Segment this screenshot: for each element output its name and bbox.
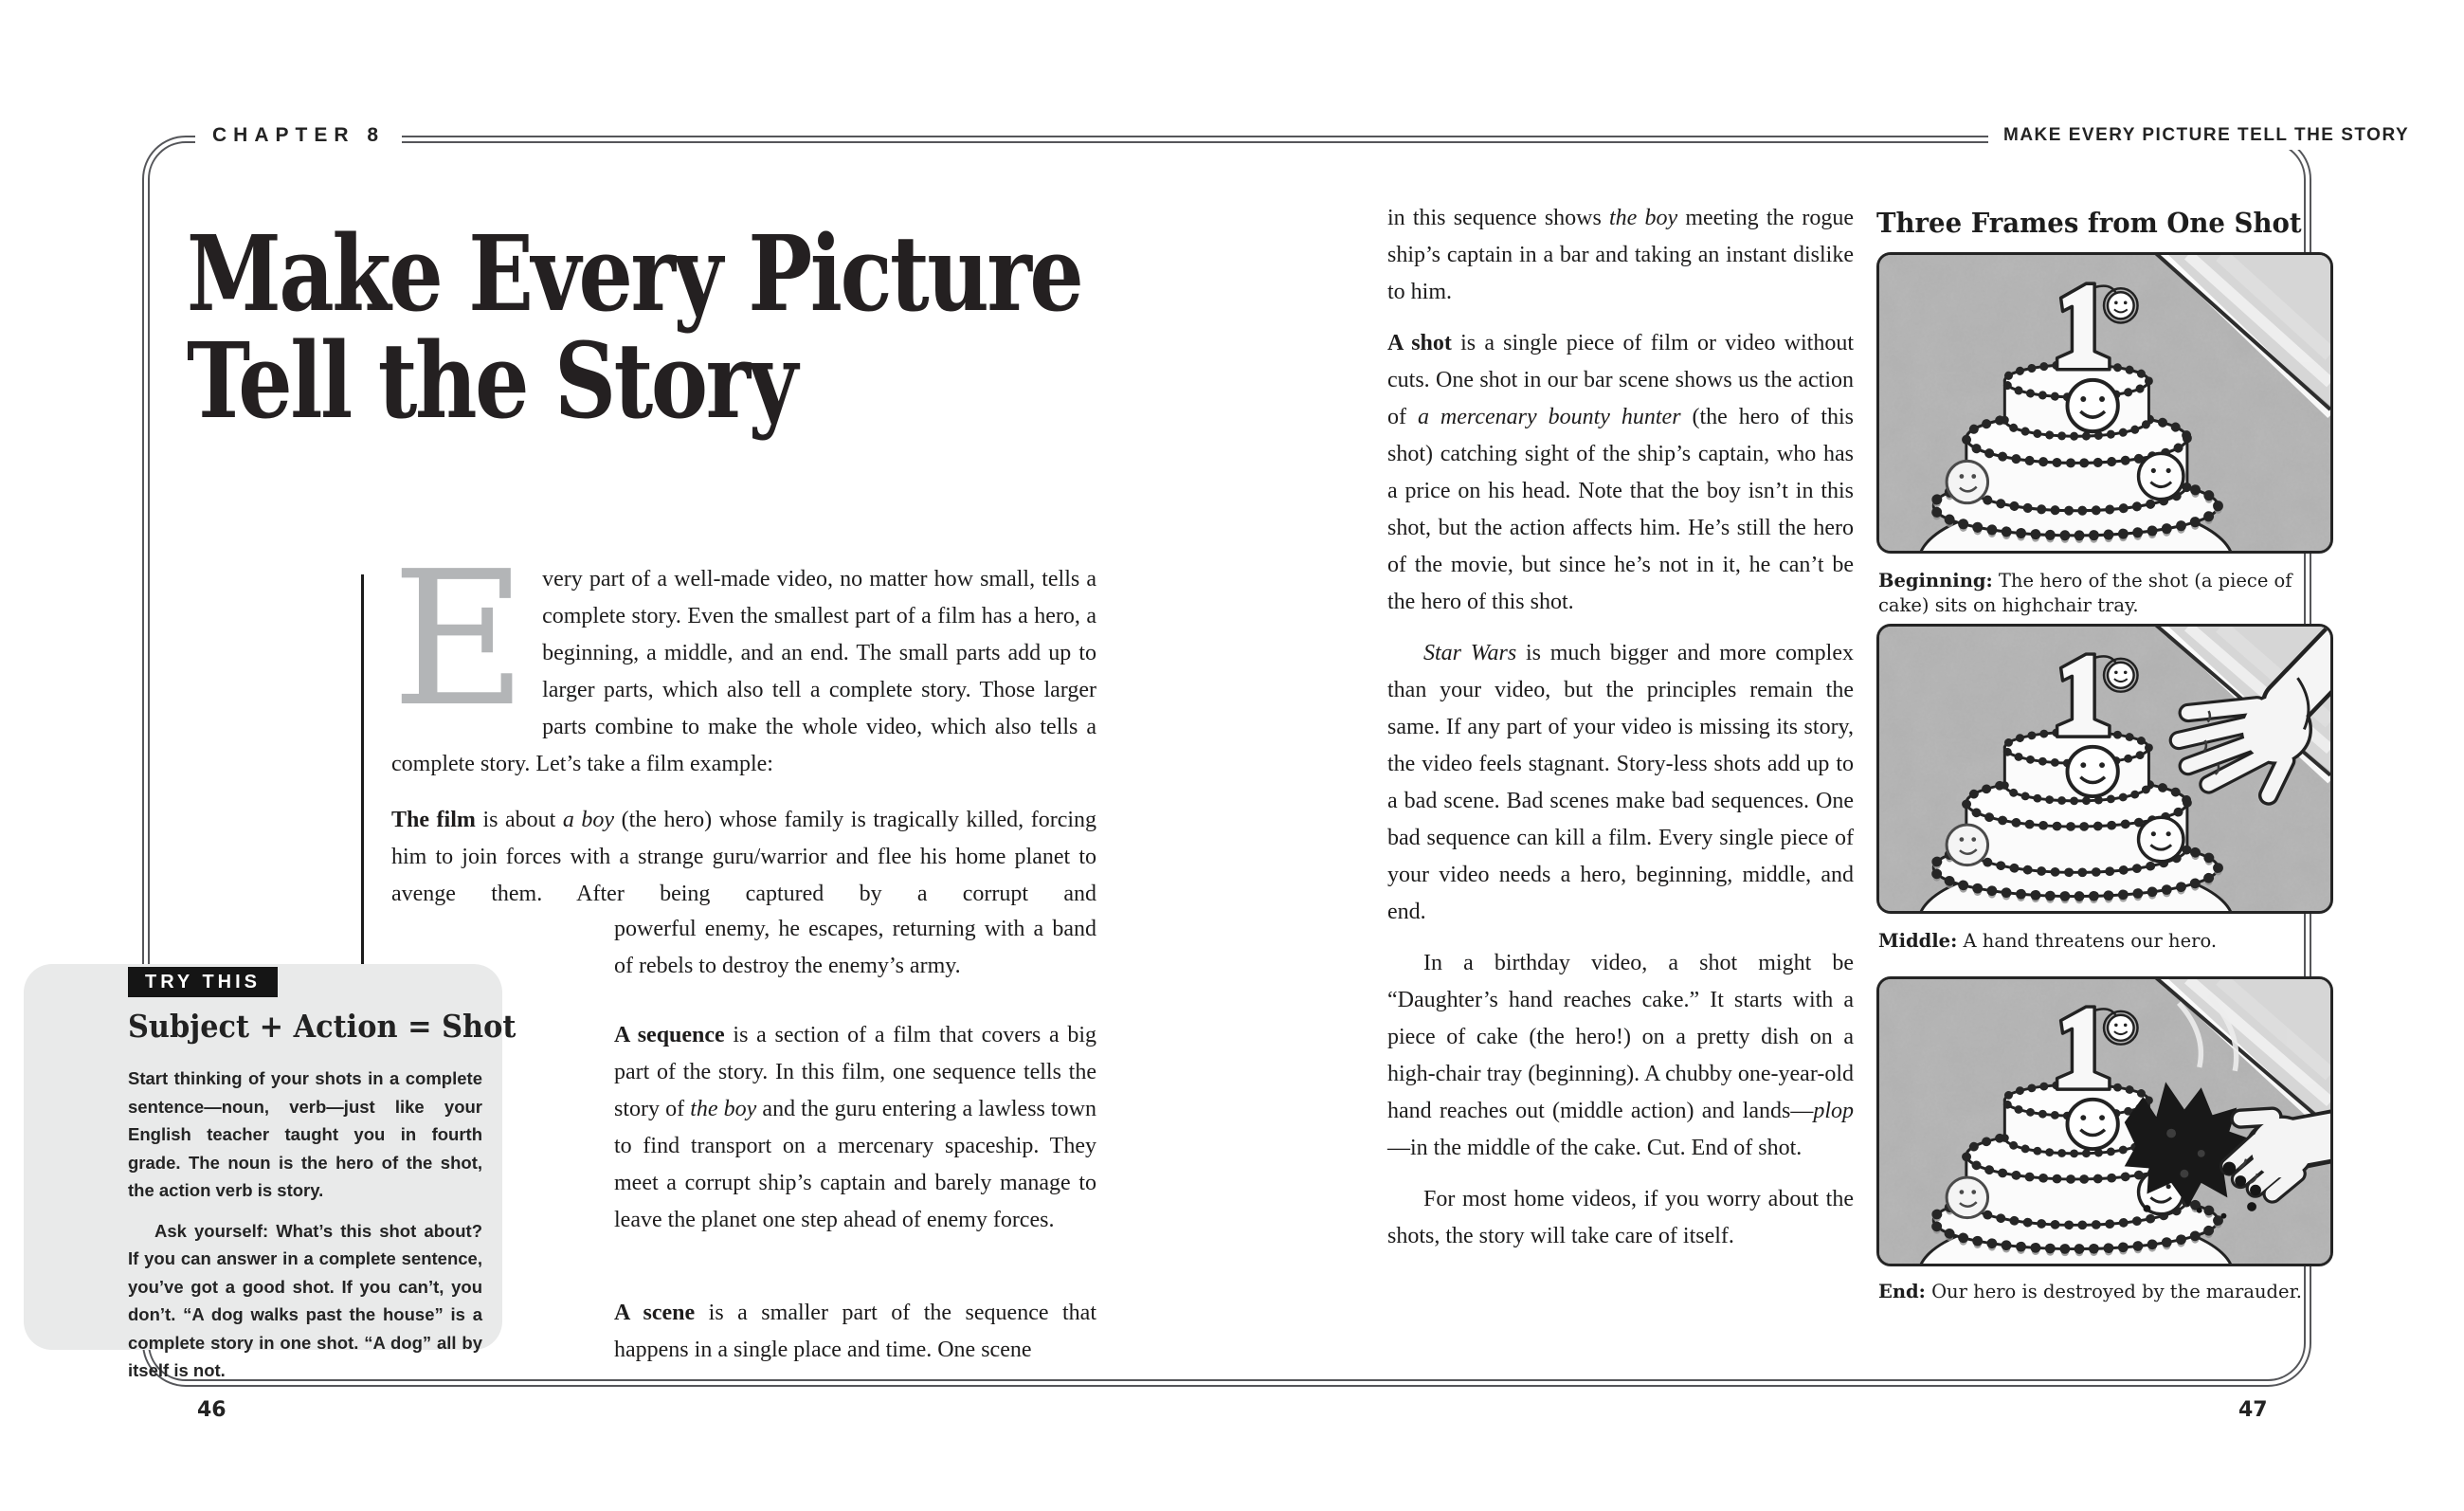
p4-italic: plop bbox=[1813, 1099, 1854, 1123]
film-text-2: (the hero) whose family is tragically killed, forcing him to join forces with a strange guru/warrior and flee his home planet to avenge them. After being captured by a corrupt and bbox=[391, 808, 1097, 906]
intro-paragraph bbox=[391, 532, 1096, 783]
p2-text-2: (the hero of this shot) catching sight of the ship’s captain, who has a price on his head. Note that the boy isn’t in this shot, but the action affects him. He’s still the hero of the movie, but since he’s not in it, he can’t be the hero of this shot. bbox=[1387, 405, 1854, 614]
film-paragraph bbox=[391, 802, 1096, 913]
right-p2 bbox=[1387, 325, 1854, 621]
running-head: MAKE EVERY PICTURE TELL THE STORY bbox=[1988, 121, 2424, 150]
sequence-text-1: is a section of a film that covers a big part of the story. In this film, one sequence tells the story of bbox=[614, 1023, 1097, 1121]
scene-text: is a smaller part of the sequence that happens in a single place and time. One scene bbox=[614, 1301, 1096, 1362]
try-this-text bbox=[128, 1065, 482, 1397]
sidebar-heading: Three Frames from One Shot bbox=[1876, 207, 2302, 239]
cake-illustration-middle bbox=[1879, 627, 2330, 911]
try-this-heading: Subject + Action = Shot bbox=[128, 1008, 516, 1045]
try-this-label: TRY THIS bbox=[128, 967, 278, 997]
film-paragraph-continued bbox=[614, 911, 1096, 985]
film-cont-text: powerful enemy, he escapes, returning with a band of rebels to destroy the enemy’s army. bbox=[614, 917, 1096, 978]
caption-end bbox=[1878, 1280, 2331, 1304]
right-text-column bbox=[1387, 200, 1854, 1269]
right-p3 bbox=[1387, 635, 1854, 931]
chapter-title-line1: Make Every Picture bbox=[187, 212, 1082, 335]
p3-text: is much bigger and more complex than your video, but the principles remain the same. If any part of your video is missing its story, the video feels stagnant. Story-less shots add up to a bad scene. Bad scenes make bad sequences. One bad sequence can kill a film. Every single piece of your video needs a hero, beginning, middle, and end. bbox=[1387, 641, 1854, 924]
caption-beginning-text: The hero of the shot (a piece of cake) sits on highchair tray. bbox=[1878, 570, 2292, 616]
p1-italic: the boy bbox=[1609, 206, 1678, 230]
p4-text-1: In a birthday video, a shot might be “Daughter’s hand reaches cake.” It starts with a piece of cake (the hero!) on a pretty dish on a high-chair tray (beginning). A chubby one-year-old hand reaches out (middle action) and lands— bbox=[1387, 951, 1854, 1123]
figure-beginning bbox=[1876, 252, 2333, 554]
p2-lead: A shot bbox=[1387, 331, 1452, 355]
p4-text-2: —in the middle of the cake. Cut. End of shot. bbox=[1387, 1136, 1803, 1160]
film-italic: a boy bbox=[562, 808, 615, 832]
figure-middle bbox=[1876, 624, 2333, 914]
page-number-right: 47 bbox=[2238, 1398, 2268, 1422]
chapter-label: CHAPTER 8 bbox=[195, 121, 402, 150]
sequence-text-2: and the guru entering a lawless town to find transport on a mercenary spaceship. They meet a corrupt ship’s captain and barely manage to leave the planet one step ahead of enemy forces. bbox=[614, 1097, 1096, 1232]
try-this-box bbox=[24, 964, 516, 1380]
p2-italic: a mercenary bounty hunter bbox=[1417, 405, 1681, 429]
caption-middle-text: A hand threatens our hero. bbox=[1957, 930, 2218, 952]
film-text-1: is about bbox=[475, 808, 563, 832]
try-this-p2: Ask yourself: What’s this shot about? If you can answer in a complete sentence, you’ve got a good shot. If you can’t, you don’t. “A dog walks past the house” is a complete story in one shot. “A dog” all by itself is not. bbox=[128, 1220, 482, 1380]
caption-end-lead: End: bbox=[1878, 1281, 1926, 1302]
caption-end-text: Our hero is destroyed by the marauder. bbox=[1925, 1281, 2302, 1302]
caption-beginning bbox=[1878, 569, 2331, 618]
scene-lead: A scene bbox=[614, 1301, 696, 1325]
p1-text-2: meeting the rogue ship’s captain in a bar and taking an instant dislike to him. bbox=[1387, 206, 1854, 304]
p1-text-1: in this sequence shows bbox=[1387, 206, 1610, 230]
p3-italic: Star Wars bbox=[1423, 641, 1517, 665]
sequence-italic: the boy bbox=[690, 1097, 757, 1121]
sequence-lead: A sequence bbox=[614, 1023, 725, 1047]
right-p4 bbox=[1387, 945, 1854, 1167]
sequence-paragraph bbox=[614, 1017, 1096, 1239]
caption-middle-lead: Middle: bbox=[1878, 930, 1958, 952]
scene-paragraph bbox=[614, 1295, 1096, 1369]
intro-vertical-rule bbox=[361, 574, 364, 964]
caption-beginning-lead: Beginning: bbox=[1878, 570, 1993, 592]
try-this-p1: Start thinking of your shots in a complete sentence—noun, verb—just like your English teacher taught you in fourth grade. The noun is the hero of the shot, the action verb is story. bbox=[128, 1068, 482, 1200]
chapter-title bbox=[187, 212, 1082, 442]
p2-text-1: is a single piece of film or video without cuts. One shot in our bar scene shows us the action of bbox=[1387, 331, 1855, 429]
caption-middle bbox=[1878, 929, 2331, 954]
intro-text: very part of a well-made video, no matter how small, tells a complete story. Even the smallest part of a film has a hero, a beginning, a middle, and an end. The small parts add up to larger parts, which also tell a complete story. Those larger parts combine to make the whole video, which also tells a complete story. Let’s take a film example: bbox=[391, 567, 1096, 776]
right-p5: For most home videos, if you worry about the shots, the story will take care of itself. bbox=[1387, 1187, 1854, 1248]
film-lead: The film bbox=[391, 808, 476, 832]
page-number-left: 46 bbox=[197, 1398, 226, 1422]
cake-illustration-end bbox=[1879, 979, 2330, 1264]
drop-cap: E bbox=[391, 532, 528, 748]
figure-end bbox=[1876, 976, 2333, 1266]
right-p1 bbox=[1387, 200, 1854, 311]
chapter-title-line2: Tell the Story bbox=[187, 319, 796, 442]
cake-illustration-beginning bbox=[1879, 255, 2330, 551]
